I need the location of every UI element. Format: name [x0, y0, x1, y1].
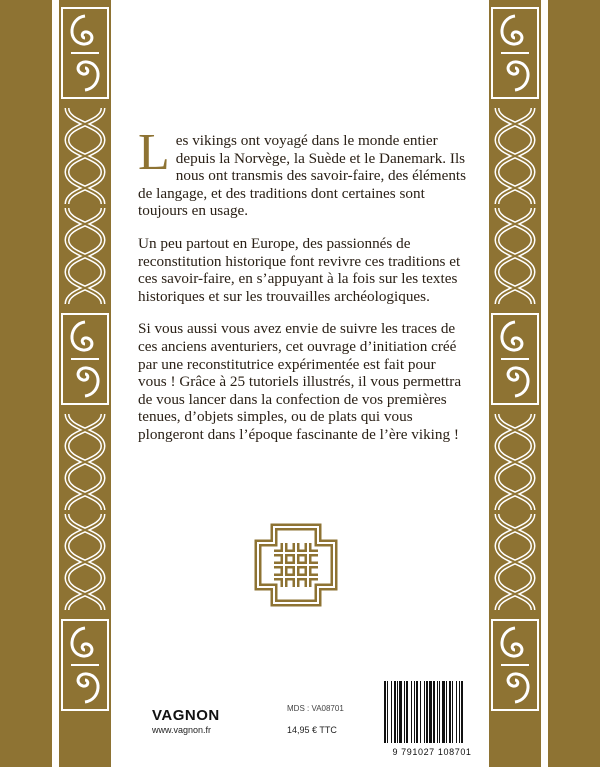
- isbn-number: 9 791027 108701: [392, 747, 472, 757]
- paragraph-invitation: Si vous aussi vous avez envie de suivre les traces de ces anciens aventuriers, cet ouvrage d’initiation créé par une reconstitutrice expérimentée est fait pour vous ! Grâce à 25 tutoriels illustrés, il vous permettra de vous lancer dans la confection de vos premières tenues, d’objets simples, ou de plats qui vous plongeront dans l’époque fascinante de l’ère viking !: [138, 320, 462, 443]
- left-ornamental-border: [59, 0, 111, 767]
- right-ornamental-border: [489, 0, 541, 767]
- left-edge-band: [0, 0, 52, 767]
- back-cover-text: [138, 124, 468, 459]
- paragraph-reconstitution: Un peu partout en Europe, des passionnés de reconstitution historique font revivre ces traditions et ces savoir-faire, en s’appuyant à la fois sur les textes historiques et sur les trouvailles archéologiques.: [138, 234, 461, 305]
- publisher-url: www.vagnon.fr: [152, 725, 212, 735]
- celtic-knot-border-right: [489, 0, 541, 767]
- barcode-bars: [378, 677, 486, 747]
- endless-knot-icon: [244, 513, 348, 617]
- intro-paragraph: [138, 124, 468, 220]
- mds-code: MDS : VA08701: [287, 704, 344, 713]
- drop-cap-letter: L: [138, 124, 170, 181]
- right-edge-band: [548, 0, 600, 767]
- intro-text: es vikings ont voyagé dans le monde entier depuis la Norvège, la Suède et le Danemark. Ils nous ont transmis des savoir-faire, des éléments de langage, et des traditions dont certaines sont toujours en usage.: [138, 132, 467, 220]
- publisher-logo: VAGNON: [152, 707, 220, 724]
- price-label: 14,95 € TTC: [287, 725, 337, 735]
- celtic-knot-border-left: [59, 0, 111, 767]
